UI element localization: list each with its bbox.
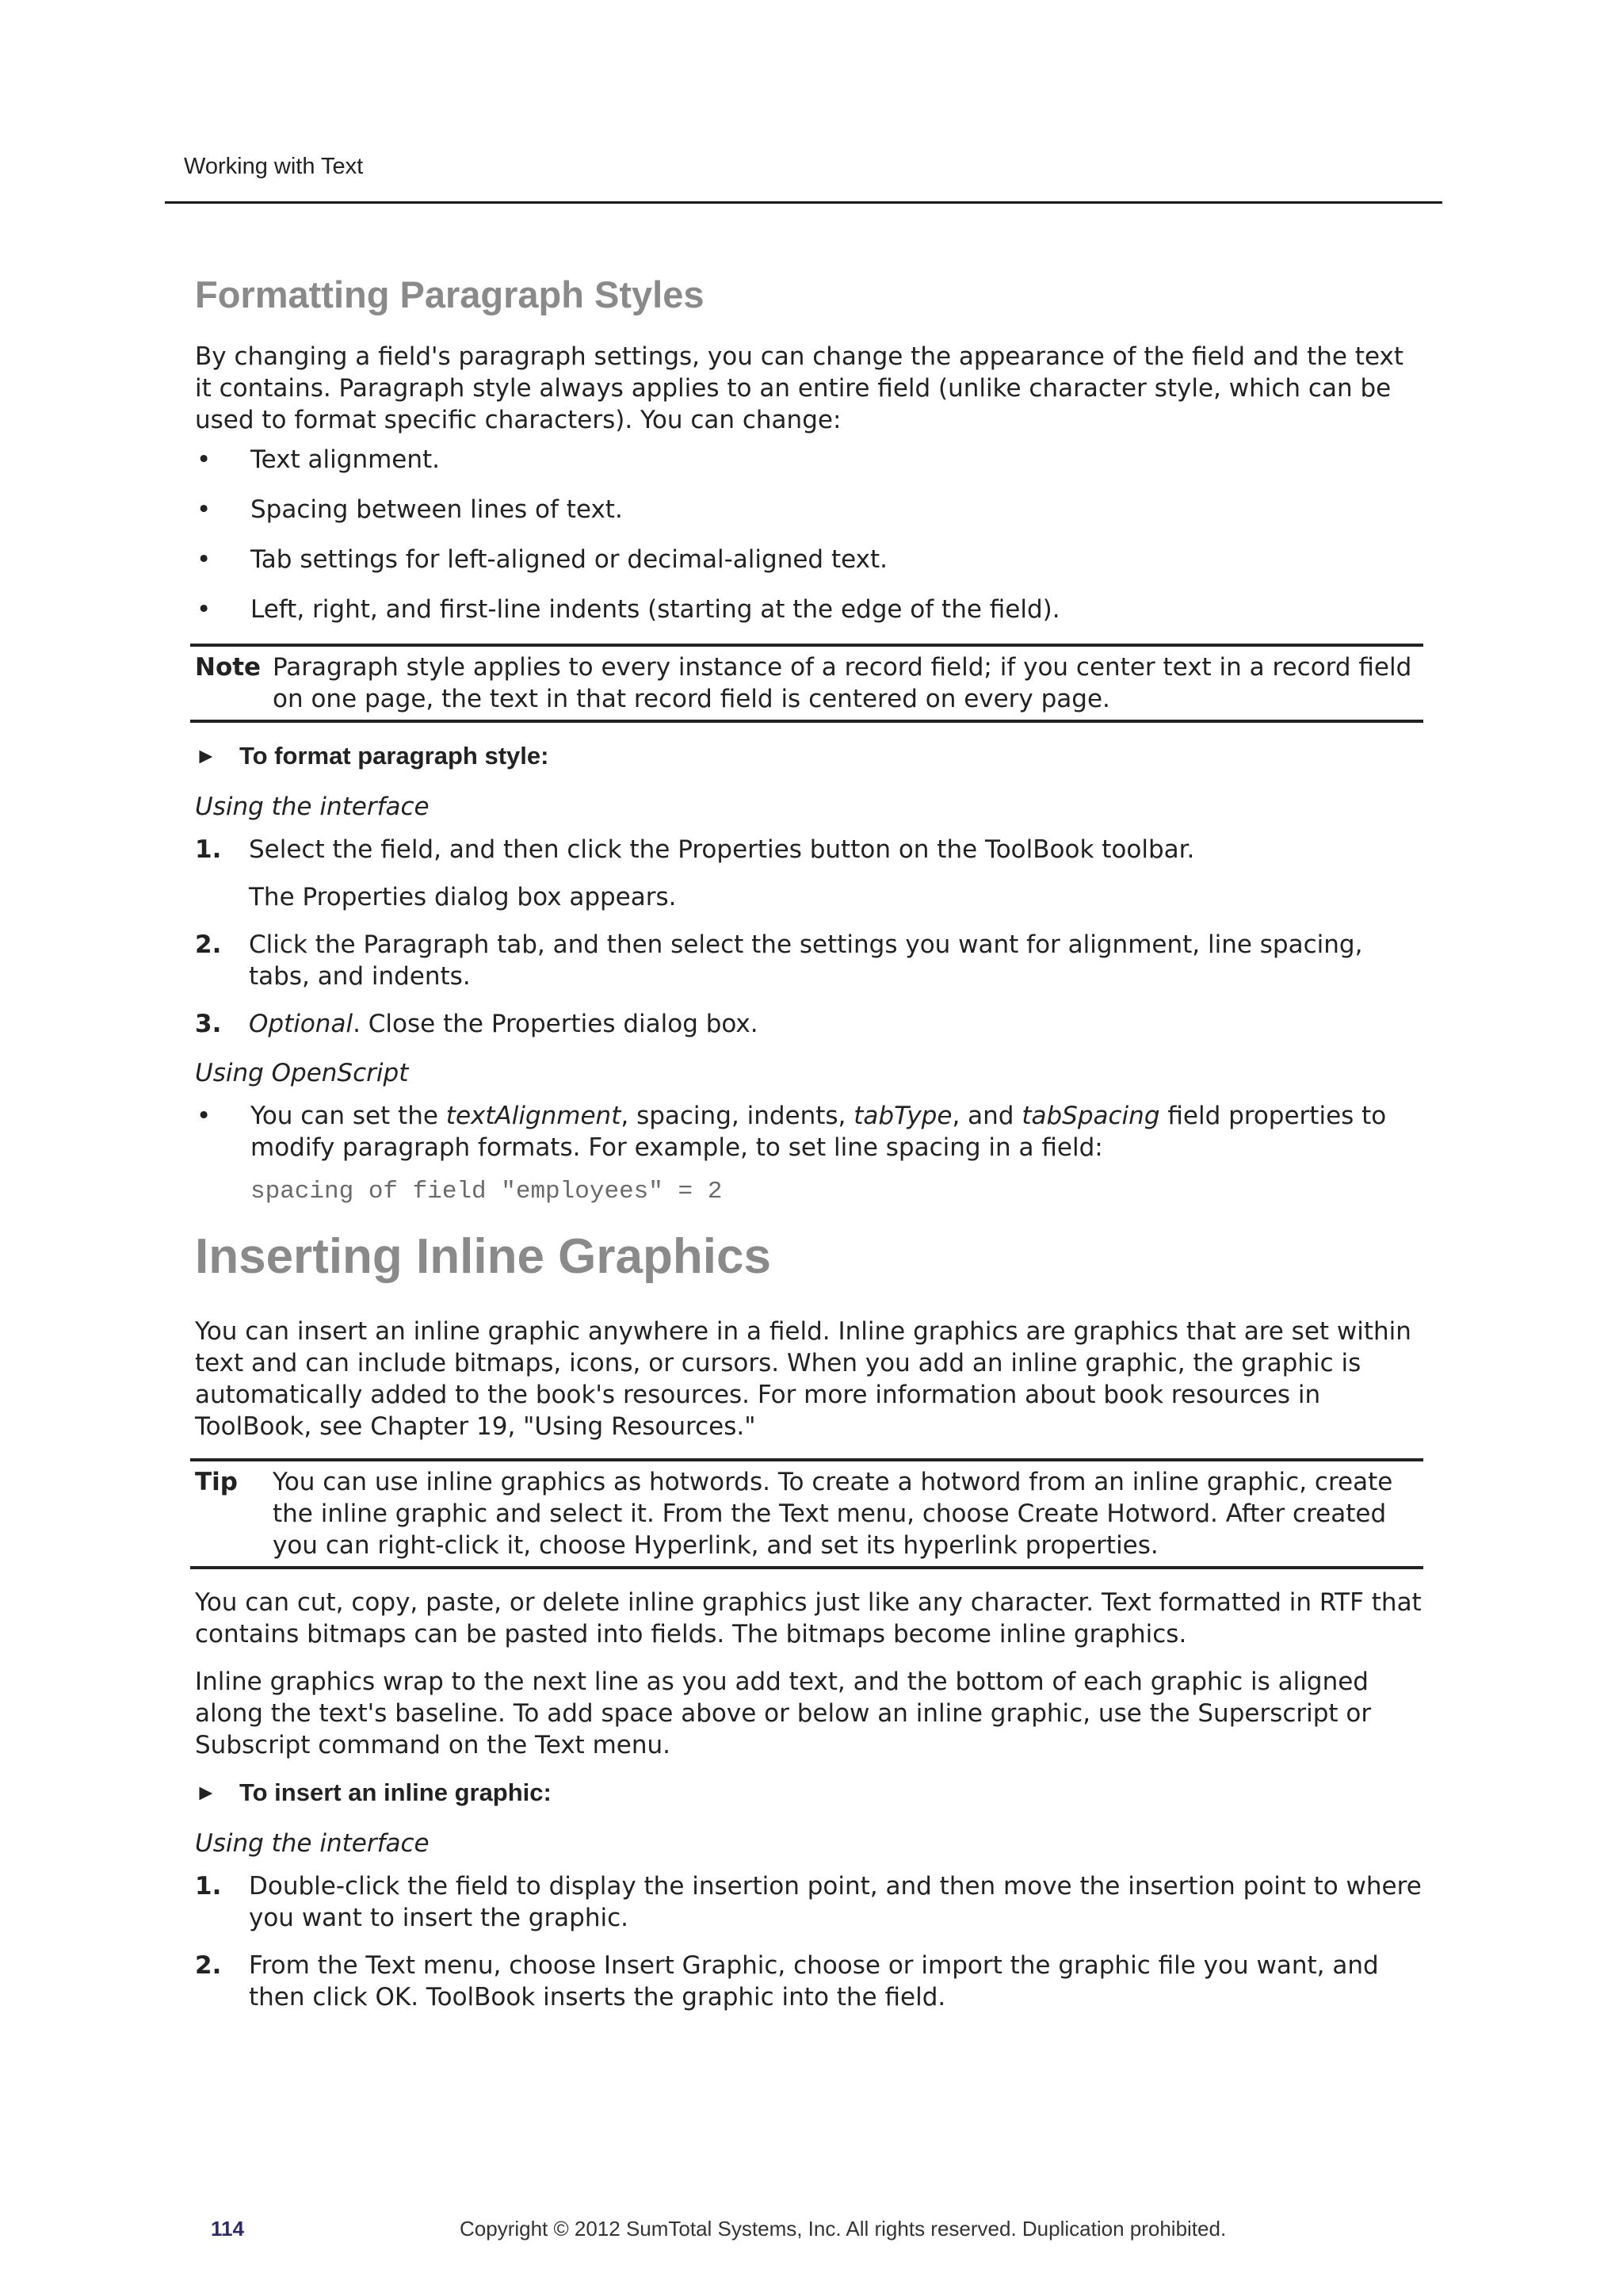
section-heading-paragraph-styles: Formatting Paragraph Styles bbox=[195, 273, 705, 315]
step-item bbox=[195, 834, 1423, 913]
procedure-title bbox=[195, 1777, 1423, 1809]
running-header bbox=[165, 0, 1442, 204]
page-footer bbox=[0, 2217, 1623, 2248]
section2-para2: You can cut, copy, paste, or delete inline graphics just like any character. Text formatted in RTF that contains bitmaps can be pasted into fields. The bitmaps become inline graphics. bbox=[195, 1588, 1422, 1648]
section-heading-inline-graphics: Inserting Inline Graphics bbox=[195, 1229, 771, 1284]
step-result: The Properties dialog box appears. bbox=[249, 883, 677, 911]
step-number: 2. bbox=[195, 930, 222, 959]
note-label: Note bbox=[195, 653, 262, 682]
copyright-notice: Copyright © 2012 SumTotal Systems, Inc. All rights reserved. Duplication prohibited. bbox=[460, 2217, 1227, 2241]
page-content bbox=[195, 271, 1423, 2030]
list-item: • Tab settings for left-aligned or decimal-aligned text. bbox=[195, 544, 1423, 575]
text-run: , and bbox=[952, 1102, 1022, 1130]
list-item: • Left, right, and first-line indents (starting at the edge of the field). bbox=[195, 594, 1423, 625]
tip-callout bbox=[190, 1458, 1423, 1569]
header-title: Working with Text bbox=[184, 154, 364, 179]
property-name: tabSpacing bbox=[1022, 1102, 1160, 1130]
openscript-list bbox=[195, 1100, 1423, 1163]
step-item bbox=[195, 1950, 1423, 2013]
page-number: 114 bbox=[211, 2217, 244, 2241]
property-name: tabType bbox=[854, 1102, 953, 1130]
step-number: 3. bbox=[195, 1010, 222, 1038]
procedure-arrow-icon: ► bbox=[195, 1780, 217, 1805]
steps-list bbox=[195, 834, 1423, 1040]
list-item: • Spacing between lines of text. bbox=[195, 494, 1423, 525]
step-emphasis: Optional bbox=[249, 1010, 353, 1038]
procedure-title bbox=[195, 740, 1423, 772]
procedure-arrow-icon: ► bbox=[195, 743, 217, 768]
step-text: . Close the Properties dialog box. bbox=[353, 1010, 758, 1038]
step-item bbox=[195, 1008, 1423, 1040]
text-run: field properties to modify paragraph formats. For example, to set line spacing in a field: bbox=[250, 1102, 1387, 1162]
step-item bbox=[195, 929, 1423, 992]
code-sample: spacing of field "employees" = 2 bbox=[250, 1178, 723, 1205]
step-number: 1. bbox=[195, 835, 222, 864]
step-text: Click the Paragraph tab, and then select the settings you want for alignment, line spacing, tabs, and indents. bbox=[249, 930, 1363, 991]
text-run: You can set the bbox=[250, 1102, 446, 1130]
list-item bbox=[195, 1100, 1423, 1163]
tip-text: You can use inline graphics as hotwords. To create a hotword from an inline graphic, create the inline graphic and select it. From the Text menu, choose Create Hotword. After created you can right-click it, choose Hyperlink, and set its hyperlink properties. bbox=[273, 1468, 1393, 1560]
section2-intro: You can insert an inline graphic anywhere in a field. Inline graphics are graphics that are set within text and can include bitmaps, icons, or cursors. When you add an inline graphic, the graphic is automatically added to the book's resources. For more information about book resources in ToolBook, see Chapter 19, "Using Resources." bbox=[195, 1317, 1411, 1441]
subheading-interface: Using the interface bbox=[195, 793, 430, 821]
subheading-interface: Using the interface bbox=[195, 1829, 430, 1858]
step-number: 2. bbox=[195, 1951, 222, 1980]
subheading-openscript: Using OpenScript bbox=[195, 1059, 409, 1087]
note-text: Paragraph style applies to every instance of a record field; if you center text in a record field on one page, the text in that record field is centered on every page. bbox=[273, 653, 1412, 713]
property-name: textAlignment bbox=[445, 1102, 621, 1130]
list-item: • Text alignment. bbox=[195, 444, 1423, 476]
step-text: Double-click the field to display the insertion point, and then move the insertion point to where you want to insert the graphic. bbox=[249, 1872, 1422, 1932]
note-callout bbox=[190, 644, 1423, 723]
step-text: From the Text menu, choose Insert Graphic, choose or import the graphic file you want, and then click OK. ToolBook inserts the graphic into the field. bbox=[249, 1951, 1379, 2011]
steps-list bbox=[195, 1870, 1423, 2013]
paragraph-options-list bbox=[195, 444, 1423, 625]
tip-label: Tip bbox=[195, 1468, 238, 1496]
section2-para3: Inline graphics wrap to the next line as you add text, and the bottom of each graphic is aligned along the text's baseline. To add space above or below an inline graphic, use the Superscript or Subscript command on the Text menu. bbox=[195, 1668, 1372, 1759]
procedure-title-text: To insert an inline graphic: bbox=[239, 1778, 552, 1806]
step-text: Select the field, and then click the Properties button on the ToolBook toolbar. bbox=[249, 835, 1195, 864]
procedure-title-text: To format paragraph style: bbox=[239, 742, 549, 770]
step-number: 1. bbox=[195, 1872, 222, 1901]
section1-intro: By changing a field's paragraph settings, you can change the appearance of the field and the text it contains. Paragraph style always applies to an entire field (unlike character style, which can be used to format specific characters). You can change: bbox=[195, 342, 1403, 434]
step-item bbox=[195, 1870, 1423, 1934]
text-run: , spacing, indents, bbox=[621, 1102, 854, 1130]
